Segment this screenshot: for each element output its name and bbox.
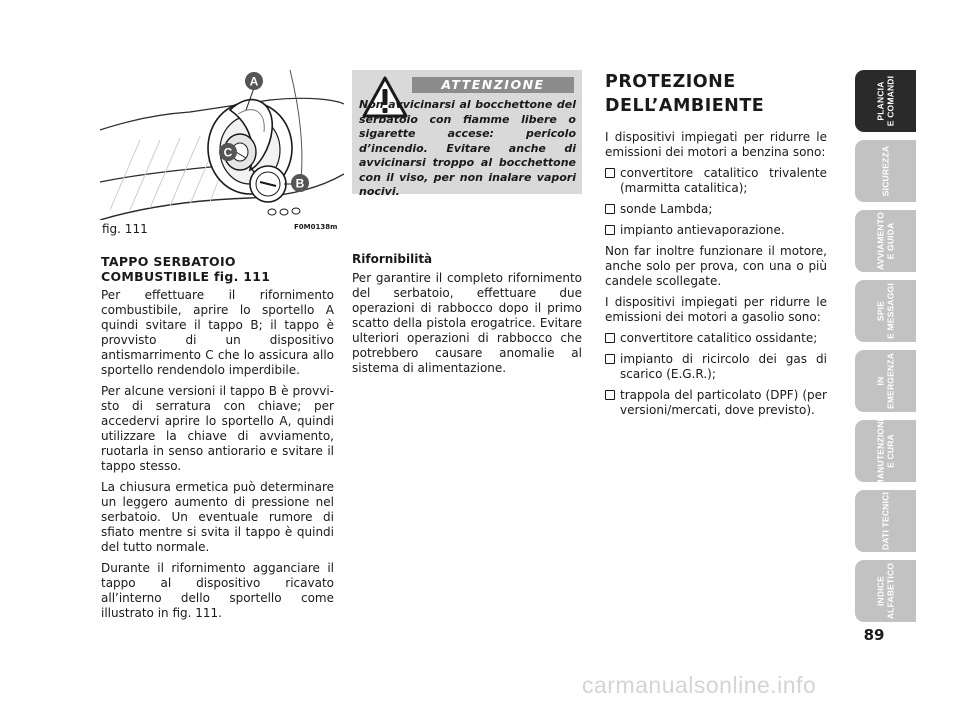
fuel-cap-heading-line1: TAPPO SERBATOIO	[101, 254, 236, 269]
fuel-cap-heading-line2: COMBUSTIBILE fig. 111	[101, 269, 271, 284]
svg-text:A: A	[249, 74, 259, 89]
svg-text:B: B	[295, 176, 305, 191]
paragraph: Per alcune versioni il tappo B è provvisto di serratura con chiave; per accedervi aprire lo sportello A, quindi utilizzare la chiave di avviamento, ruotarla in senso antiorario e svitare il tappo stesso.	[101, 384, 334, 473]
paragraph: Per effettuare il rifornimento combustibile, aprire lo sportello A quindi svitare il tappo B; il tappo è provvisto di un dispositivo antismarrimento C che lo assicura allo sportello rendendolo imperdibile.	[101, 288, 334, 377]
list-item: convertitore catalitico trivalente (marmitta catalitica);	[605, 166, 827, 196]
tab-spie-messaggi[interactable]: SPIE E MESSAGGI	[855, 280, 916, 342]
fuel-cap-section	[101, 254, 334, 627]
tab-plancia-comandi[interactable]: PLANCIA E COMANDI	[855, 70, 916, 132]
list-item: sonde Lambda;	[605, 202, 827, 217]
environment-heading	[605, 70, 825, 118]
refuelling-section	[352, 252, 582, 376]
checkbox-bullet-icon	[605, 204, 615, 214]
checkbox-bullet-icon	[605, 354, 615, 364]
environment-heading-line2: DELL’AMBIENTE	[605, 96, 765, 116]
paragraph: Durante il rifornimento agganciare il tappo al dispositivo ricavato all’interno dello sportello come illustrato in fig. 111.	[101, 561, 334, 620]
refuelling-heading: Rifornibilità	[352, 252, 433, 266]
fuel-cap-figure	[100, 70, 344, 220]
list-item: convertitore catalitico ossidante;	[605, 331, 827, 346]
checkbox-bullet-icon	[605, 390, 615, 400]
tab-avviamento-guida[interactable]: AVVIAMENTO E GUIDA	[855, 210, 916, 272]
diesel-devices-list	[605, 331, 827, 418]
callout-c	[219, 143, 237, 161]
figure-caption: fig. 111	[102, 222, 148, 236]
environment-section	[605, 130, 827, 424]
petrol-devices-list	[605, 166, 827, 238]
checkbox-bullet-icon	[605, 225, 615, 235]
warning-text: Non avvicinarsi al bocchettone del serbatoio con fiamme libere o sigarette accese: pericolo d’incendio. Evitare anche di avvicinarsi troppo al bocchettone con il viso, per non inalare vapori nocivi.	[359, 98, 576, 198]
warning-header: ATTENZIONE	[412, 77, 574, 93]
checkbox-bullet-icon	[605, 333, 615, 343]
list-item: impianto antievaporazione.	[605, 223, 827, 238]
tab-manutenzione-cura[interactable]: MANUTENZIONE E CURA	[855, 420, 916, 482]
svg-text:C: C	[223, 145, 233, 160]
fuel-cap-heading	[101, 254, 334, 284]
list-item: trappola del particolato (DPF) (per versioni/mercati, dove previsto).	[605, 388, 827, 418]
page-number: 89	[863, 626, 885, 644]
callout-a	[245, 72, 263, 90]
fuel-cap-illustration	[100, 70, 344, 220]
watermark: carmanualsonline.info	[582, 672, 817, 698]
tab-indice-alfabetico[interactable]: INDICE ALFABETICO	[855, 560, 916, 622]
paragraph: Per garantire il completo rifornimento del serbatoio, effettuare due operazioni di rabbocco dopo il primo scatto della pistola erogatrice. Evitare ulteriori operazioni di rabbocco che potrebbero causare anomalie al sistema di alimentazione.	[352, 271, 582, 375]
paragraph: Non far inoltre funzionare il motore, anche solo per prova, con una o più candele scollegate.	[605, 244, 827, 288]
warning-box	[352, 70, 582, 198]
paragraph: I dispositivi impiegati per ridurre le emissioni dei motori a benzina sono:	[605, 130, 827, 159]
list-item: impianto di ricircolo dei gas di scarico (E.G.R.);	[605, 352, 827, 382]
tab-dati-tecnici[interactable]: DATI TECNICI	[855, 490, 916, 552]
tab-sicurezza[interactable]: SICUREZZA	[855, 140, 916, 202]
environment-heading-line1: PROTEZIONE	[605, 72, 736, 92]
figure-code: F0M0138m	[294, 223, 338, 231]
paragraph: I dispositivi impiegati per ridurre le emissioni dei motori a gasolio sono:	[605, 295, 827, 324]
paragraph: La chiusura ermetica può determinare un leggero aumento di pressione nel serbatoio. Un eventuale rumore di sfiato mentre si svita il tappo è quindi del tutto normale.	[101, 480, 334, 554]
tab-in-emergenza[interactable]: IN EMERGENZA	[855, 350, 916, 412]
callout-b	[291, 174, 309, 192]
checkbox-bullet-icon	[605, 168, 615, 178]
